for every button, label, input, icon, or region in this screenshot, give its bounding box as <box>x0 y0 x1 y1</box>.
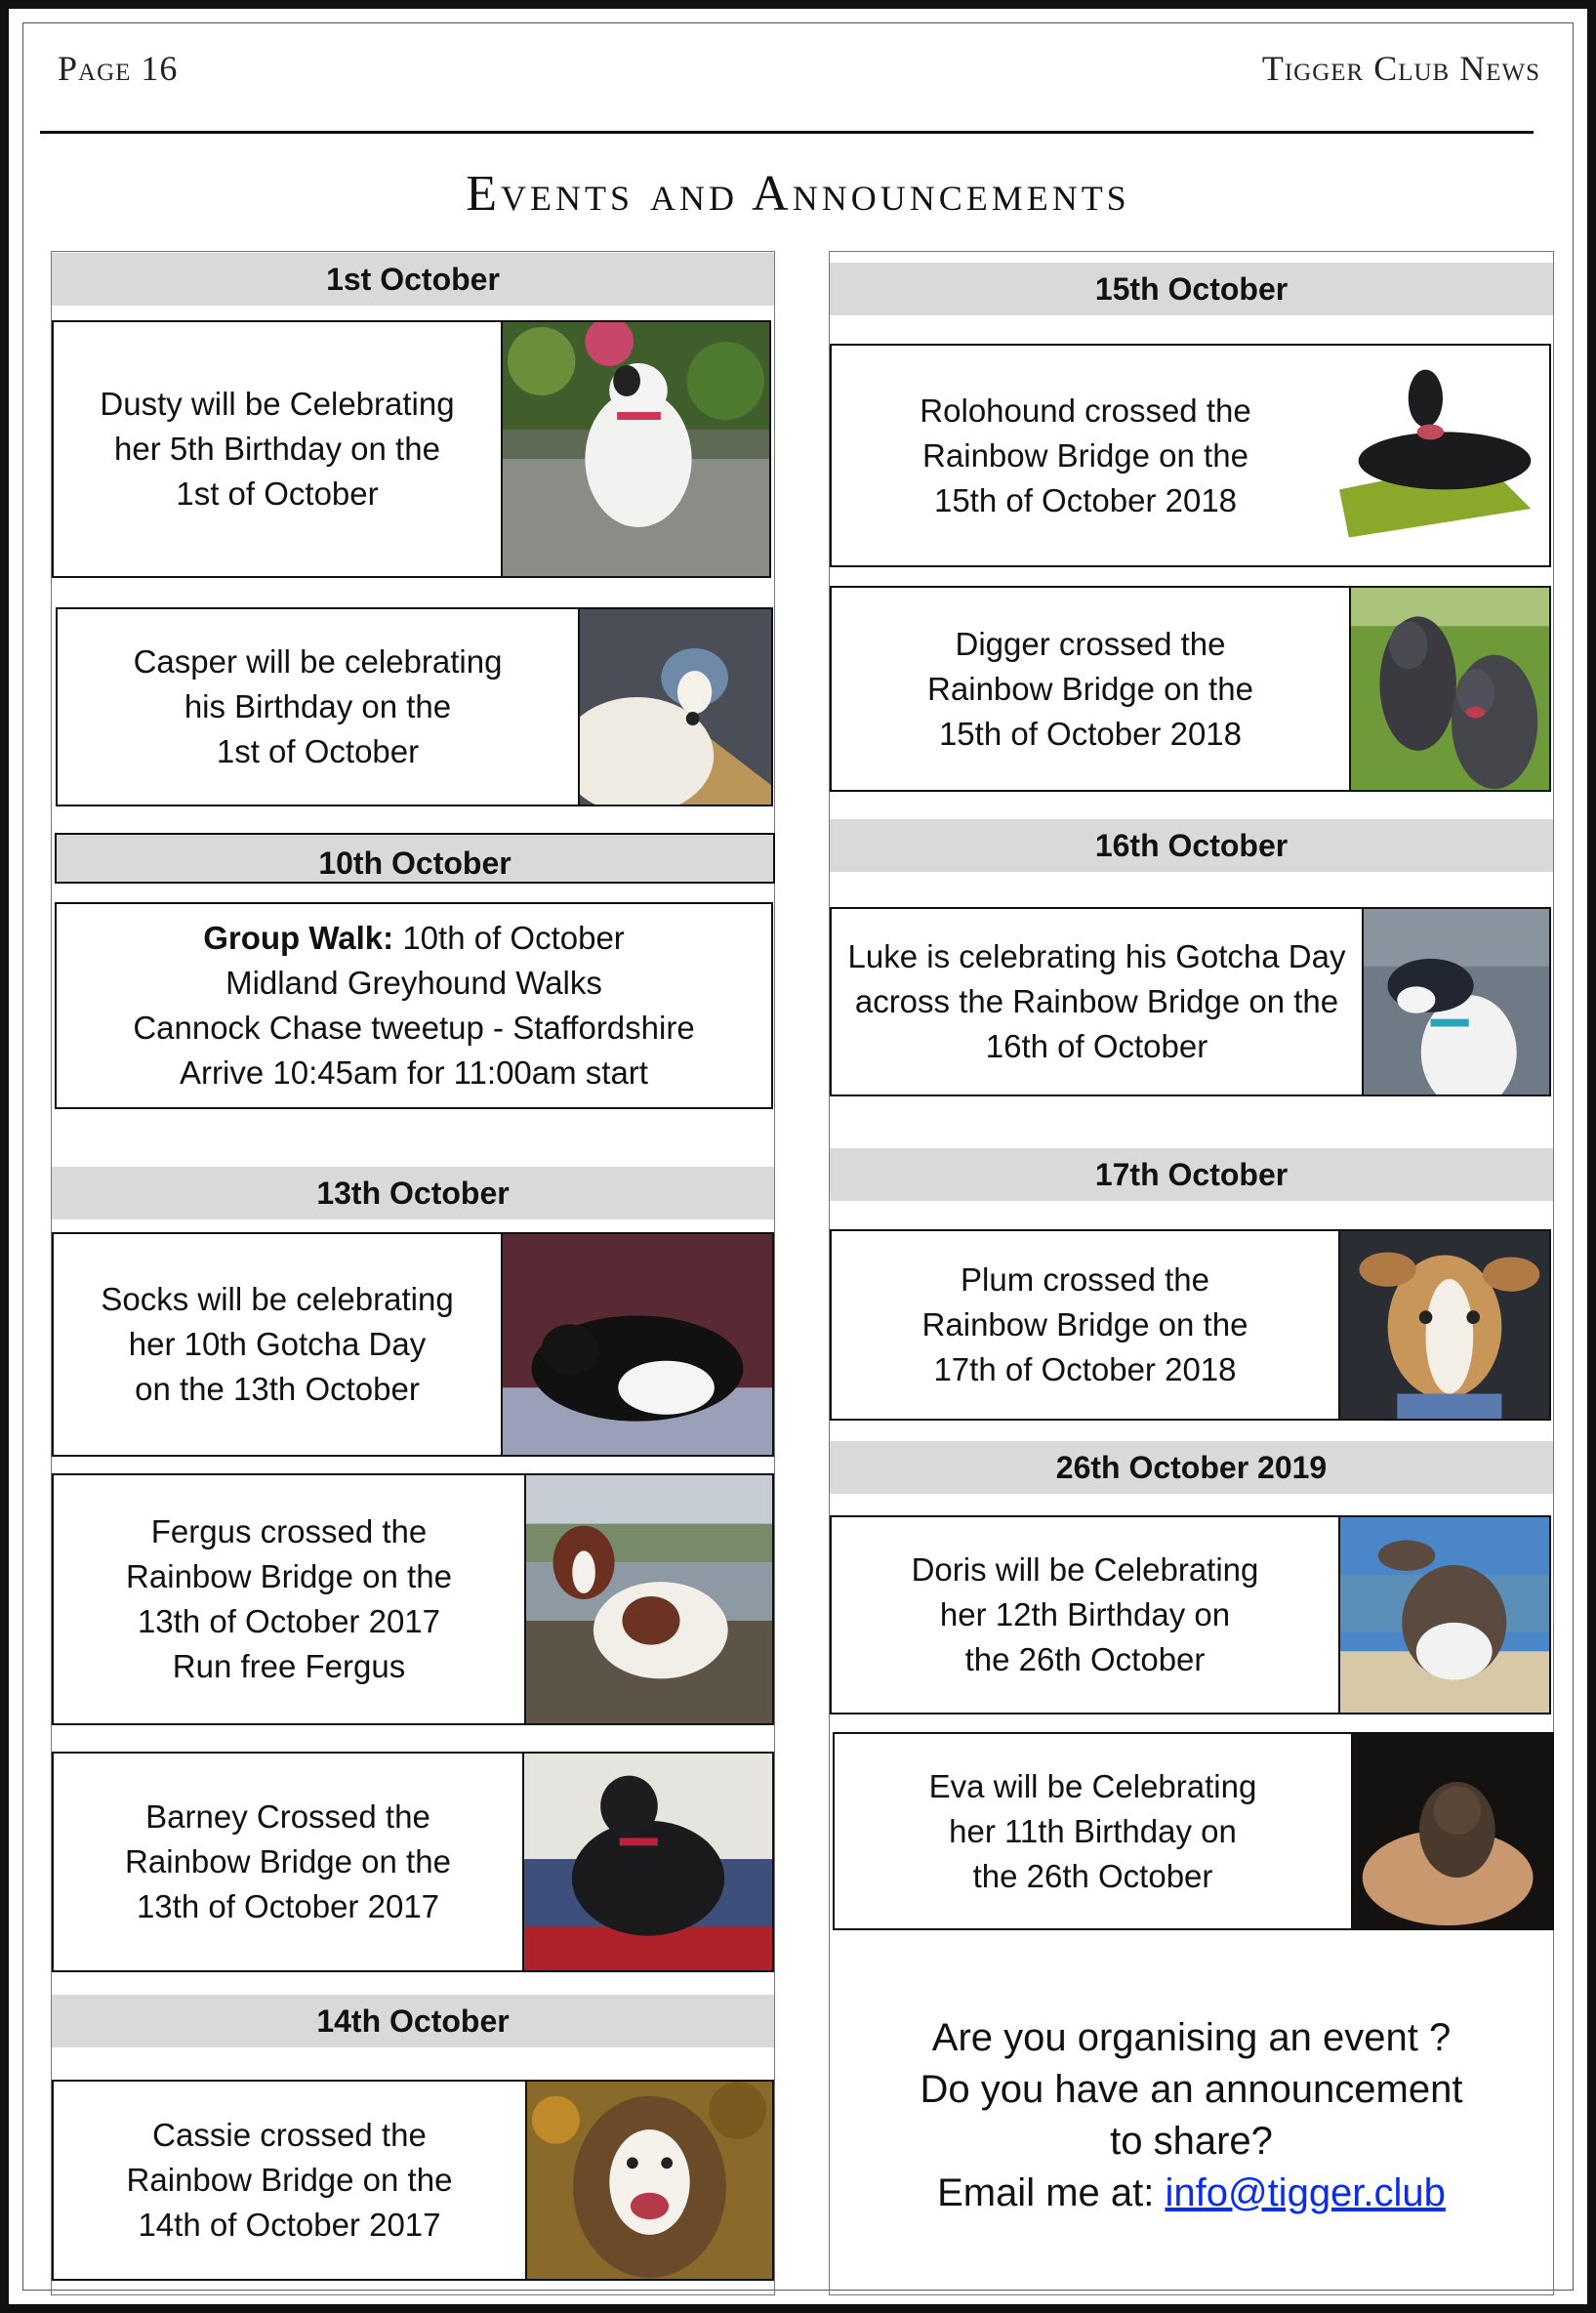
group-walk-line-1 <box>203 916 625 961</box>
dusty-text: Dusty will be Celebrating her 5th Birthday on the 1st of October <box>100 386 455 512</box>
casper-text: Casper will be celebrating his Birthday on the 1st of October <box>133 643 503 769</box>
date-heading-14th-october: 14th October <box>52 1995 774 2047</box>
email-link[interactable]: info@tigger.club <box>1165 2171 1446 2214</box>
socks-gotcha-card <box>52 1232 774 1457</box>
cassie-photo <box>525 2082 772 2279</box>
dusty-photo <box>501 322 769 576</box>
group-walk-text <box>57 904 771 1107</box>
date-heading-17th-october: 17th October <box>830 1148 1553 1201</box>
cta-line-2: Do you have an announcement <box>920 2068 1463 2111</box>
eva-text: Eva will be Celebrating her 11th Birthday on the 26th October <box>928 1767 1257 1894</box>
page-title: Events and Announcements <box>466 166 1130 222</box>
doris-text: Doris will be Celebrating her 12th Birthday on the 26th October <box>911 1551 1259 1677</box>
cassie-memorial-card <box>52 2080 774 2281</box>
page-number: Page 16 <box>58 49 179 88</box>
group-walk-organiser: Midland Greyhound Walks <box>225 965 602 1001</box>
doris-birthday-card <box>830 1515 1551 1714</box>
digger-photo <box>1349 588 1549 790</box>
plum-memorial-card <box>830 1229 1551 1421</box>
group-walk-date: 10th of October <box>393 920 625 956</box>
group-walk-label: Group Walk: <box>203 920 394 956</box>
cta-line-1: Are you organising an event ? <box>931 2016 1452 2059</box>
digger-text: Digger crossed the Rainbow Bridge on the 15th of October 2018 <box>927 625 1253 752</box>
date-heading-26th-october-2019: 26th October 2019 <box>830 1441 1553 1494</box>
fergus-photo <box>524 1475 772 1723</box>
group-walk-card <box>55 902 773 1109</box>
header-rule <box>40 131 1534 134</box>
cassie-text: Cassie crossed the Rainbow Bridge on the 14th of October 2017 <box>126 2117 453 2243</box>
barney-memorial-card <box>52 1752 774 1972</box>
barney-text: Barney Crossed the Rainbow Bridge on the 13th of October 2017 <box>125 1798 451 1924</box>
group-walk-location: Cannock Chase tweetup - Staffordshire <box>133 1010 695 1046</box>
date-heading-10th-october: 10th October <box>318 846 512 881</box>
luke-gotcha-card <box>830 907 1551 1096</box>
cta-email-prefix: Email me at: <box>937 2171 1166 2214</box>
date-heading-13th-october: 13th October <box>52 1167 774 1219</box>
publication-name: Tigger Club News <box>1261 49 1540 88</box>
cta-email-line <box>829 2168 1554 2219</box>
date-heading-16th-october: 16th October <box>830 819 1553 872</box>
eva-birthday-card <box>833 1732 1554 1930</box>
digger-memorial-card <box>830 586 1551 792</box>
group-walk-time: Arrive 10:45am for 11:00am start <box>180 1054 648 1091</box>
casper-birthday-card <box>56 607 773 806</box>
barney-photo <box>522 1754 772 1970</box>
rolohound-photo <box>1339 346 1549 565</box>
luke-text: Luke is celebrating his Gotcha Day across the Rainbow Bridge on the 16th of October <box>847 938 1346 1064</box>
socks-text: Socks will be celebrating her 10th Gotcha Day on the 13th October <box>101 1281 454 1407</box>
luke-photo <box>1362 909 1549 1095</box>
announcement-call-to-action <box>829 2012 1554 2219</box>
fergus-text: Fergus crossed the Rainbow Bridge on the 13th of October 2017 Run free Fergus <box>126 1513 452 1684</box>
cta-line-3: to share? <box>1110 2120 1273 2163</box>
date-heading-15th-october: 15th October <box>830 263 1553 315</box>
eva-photo <box>1351 1734 1552 1928</box>
fergus-memorial-card <box>52 1473 774 1725</box>
dusty-birthday-card <box>52 320 771 578</box>
rolohound-memorial-card <box>830 344 1551 567</box>
rolohound-text: Rolohound crossed the Rainbow Bridge on the 15th of October 2018 <box>920 392 1251 518</box>
doris-photo <box>1338 1517 1549 1713</box>
socks-photo <box>501 1234 772 1455</box>
plum-photo <box>1338 1231 1549 1419</box>
plum-text: Plum crossed the Rainbow Bridge on the 17th of October 2018 <box>921 1261 1248 1387</box>
date-heading-1st-october: 1st October <box>52 253 774 306</box>
date-heading-10th-october-box <box>55 833 775 884</box>
casper-photo <box>578 609 771 805</box>
